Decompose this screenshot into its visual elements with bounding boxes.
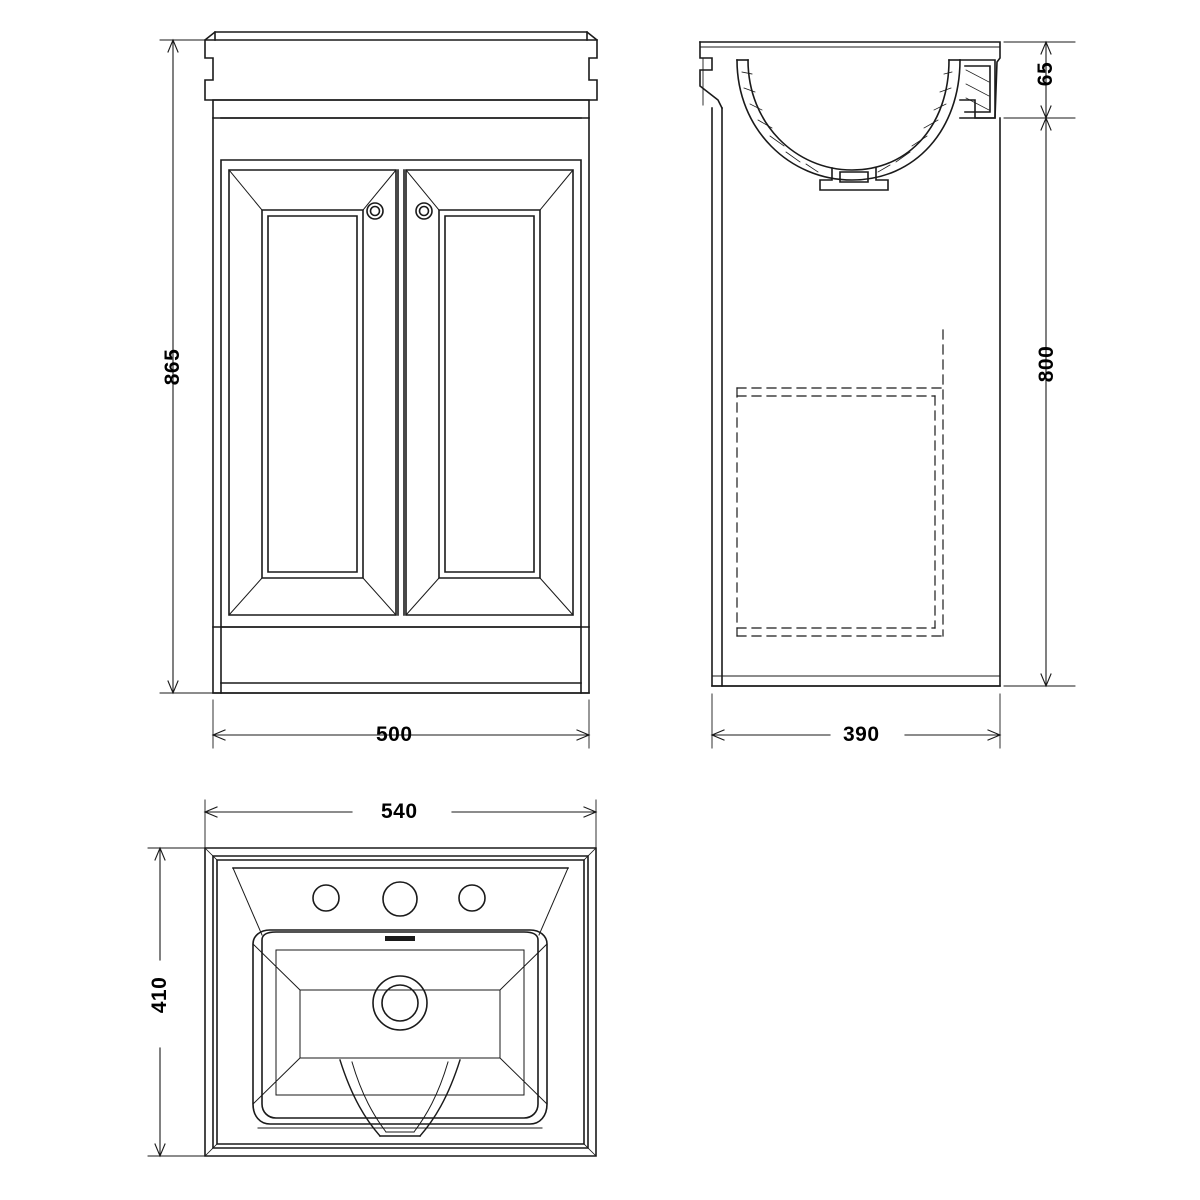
tap-hole-right-icon [459,885,485,911]
top-plan-view [205,848,596,1156]
dimension-label-side-height: 800 [1035,345,1058,383]
dimension-label-basin-lip-height: 65 [1034,61,1057,87]
dimension-side-height [1004,118,1075,686]
dimension-label-front-height: 865 [161,348,184,386]
door-knob-left-inner-icon [371,207,380,216]
overflow-slot-icon [385,936,415,941]
tap-hole-center-icon [383,882,417,916]
waste-outlet-icon [373,976,427,1030]
door-knob-right-icon [416,203,432,219]
door-knob-right-inner-icon [420,207,429,216]
dimension-label-side-depth: 390 [843,723,880,746]
dimension-label-plan-width: 540 [381,800,418,823]
tap-hole-left-icon [313,885,339,911]
dimension-label-plan-depth: 410 [148,976,171,1014]
door-knob-left-icon [367,203,383,219]
front-elevation-view [205,32,597,693]
hidden-detail-lines [737,330,943,636]
side-elevation-view [700,42,1000,686]
dimension-label-front-width: 500 [376,723,413,746]
